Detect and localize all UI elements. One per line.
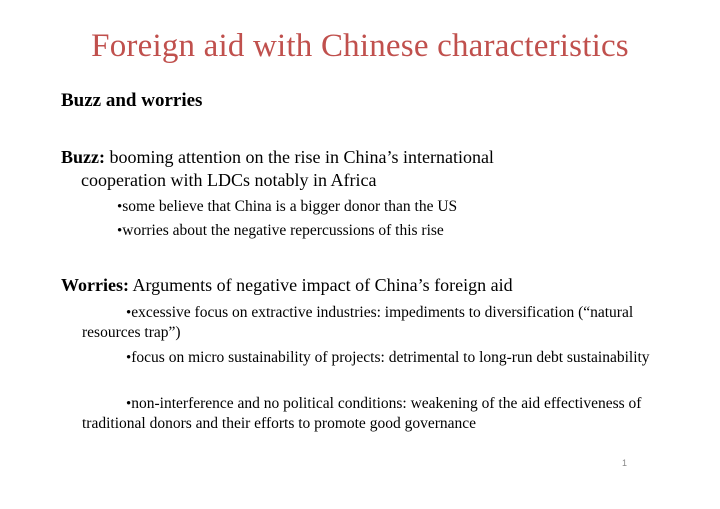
worries-bullet-2: •focus on micro sustainability of projects: detrimental to long-run debt sustainability <box>126 349 650 366</box>
page-number: 1 <box>622 458 628 468</box>
worries-text: Arguments of negative impact of China’s foreign aid <box>128 275 513 295</box>
bullet-dot-icon: • <box>126 305 132 321</box>
buzz-bullet-1: •some believe that China is a bigger donor than the US <box>117 198 458 215</box>
bullet-dot-icon: • <box>117 199 123 215</box>
worries-label: Worries: <box>61 275 129 295</box>
worries-bullet-1: •excessive focus on extractive industries: impediments to diversification (“natural resources trap”) <box>82 304 634 341</box>
bullet-dot-icon: • <box>117 223 123 239</box>
section-subtitle: Buzz and worries <box>61 90 203 111</box>
worries-bullet-3: •non-interference and no political conditions: weakening of the aid effectiveness of traditional donors and their efforts to promote good governance <box>82 395 642 432</box>
buzz-paragraph <box>61 146 681 192</box>
bullet-dot-icon: • <box>126 396 132 412</box>
worries-paragraph <box>61 274 681 297</box>
buzz-text-line2: cooperation with LDCs notably in Africa <box>81 170 377 190</box>
slide-title: Foreign aid with Chinese characteristics <box>91 28 629 64</box>
buzz-bullet-2: •worries about the negative repercussions of this rise <box>117 222 444 239</box>
bullet-dot-icon: • <box>126 350 132 366</box>
buzz-text: booming attention on the rise in China’s international <box>105 147 494 167</box>
buzz-label: Buzz: <box>61 147 105 167</box>
